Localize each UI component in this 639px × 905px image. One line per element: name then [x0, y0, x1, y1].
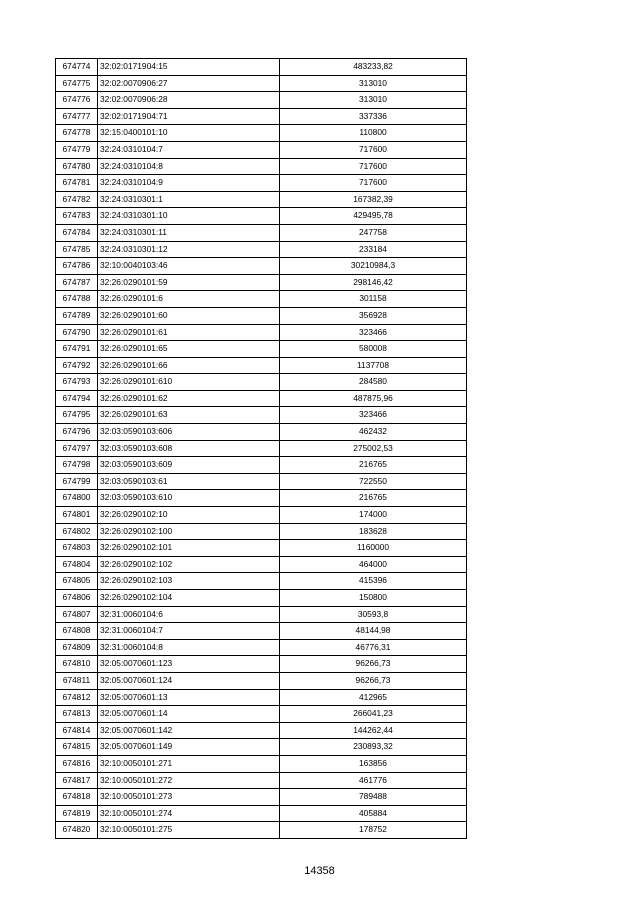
table-row: [56, 75, 467, 92]
row-number-cell: 674816: [56, 755, 98, 772]
value-cell: 313010: [280, 75, 467, 92]
table-row: [56, 424, 467, 441]
cadastral-number-cell: 32:15:0400101:10: [98, 125, 280, 142]
row-number-cell: 674802: [56, 523, 98, 540]
cadastral-number-cell: 32:26:0290101:6: [98, 291, 280, 308]
cadastral-number-cell: 32:03:0590103:610: [98, 490, 280, 507]
row-number-cell: 674784: [56, 224, 98, 241]
row-number-cell: 674799: [56, 473, 98, 490]
row-number-cell: 674804: [56, 556, 98, 573]
cadastral-number-cell: 32:24:0310301:12: [98, 241, 280, 258]
value-cell: 356928: [280, 307, 467, 324]
value-cell: 96266,73: [280, 656, 467, 673]
table-row: [56, 374, 467, 391]
cadastral-number-cell: 32:03:0590103:61: [98, 473, 280, 490]
table-row: [56, 639, 467, 656]
cadastral-number-cell: 32:31:0060104:7: [98, 623, 280, 640]
table-row: [56, 224, 467, 241]
row-number-cell: 674788: [56, 291, 98, 308]
value-cell: 247758: [280, 224, 467, 241]
value-cell: 483233,82: [280, 59, 467, 76]
row-number-cell: 674817: [56, 772, 98, 789]
row-number-cell: 674780: [56, 158, 98, 175]
cadastral-number-cell: 32:24:0310104:9: [98, 175, 280, 192]
value-cell: 298146,42: [280, 274, 467, 291]
row-number-cell: 674787: [56, 274, 98, 291]
value-cell: 415396: [280, 573, 467, 590]
row-number-cell: 674807: [56, 606, 98, 623]
cadastral-number-cell: 32:26:0290102:104: [98, 590, 280, 607]
table-row: [56, 357, 467, 374]
row-number-cell: 674790: [56, 324, 98, 341]
row-number-cell: 674811: [56, 672, 98, 689]
value-cell: 405884: [280, 805, 467, 822]
cadastral-number-cell: 32:02:0070906:27: [98, 75, 280, 92]
table-row: [56, 822, 467, 839]
value-cell: 110800: [280, 125, 467, 142]
table-row: [56, 158, 467, 175]
row-number-cell: 674812: [56, 689, 98, 706]
value-cell: 48144,98: [280, 623, 467, 640]
value-cell: 275002,53: [280, 440, 467, 457]
cadastral-number-cell: 32:24:0310104:8: [98, 158, 280, 175]
table-row: [56, 457, 467, 474]
row-number-cell: 674779: [56, 141, 98, 158]
cadastral-number-cell: 32:02:0171904:71: [98, 108, 280, 125]
table-row: [56, 507, 467, 524]
row-number-cell: 674813: [56, 706, 98, 723]
row-number-cell: 674782: [56, 191, 98, 208]
table-row: [56, 208, 467, 225]
row-number-cell: 674774: [56, 59, 98, 76]
row-number-cell: 674809: [56, 639, 98, 656]
value-cell: 163856: [280, 755, 467, 772]
value-cell: 284580: [280, 374, 467, 391]
cadastral-number-cell: 32:05:0070601:13: [98, 689, 280, 706]
value-cell: 216765: [280, 457, 467, 474]
value-cell: 167382,39: [280, 191, 467, 208]
table-row: [56, 490, 467, 507]
value-cell: 789488: [280, 789, 467, 806]
value-cell: 46776,31: [280, 639, 467, 656]
cadastral-number-cell: 32:10:0050101:273: [98, 789, 280, 806]
value-cell: 323466: [280, 407, 467, 424]
cadastral-number-cell: 32:26:0290101:60: [98, 307, 280, 324]
cadastral-number-cell: 32:03:0590103:609: [98, 457, 280, 474]
table-row: [56, 324, 467, 341]
cadastral-number-cell: 32:24:0310301:10: [98, 208, 280, 225]
table-row: [56, 258, 467, 275]
row-number-cell: 674797: [56, 440, 98, 457]
row-number-cell: 674778: [56, 125, 98, 142]
row-number-cell: 674789: [56, 307, 98, 324]
value-cell: 1160000: [280, 540, 467, 557]
row-number-cell: 674798: [56, 457, 98, 474]
table-row: [56, 307, 467, 324]
row-number-cell: 674815: [56, 739, 98, 756]
cadastral-number-cell: 32:10:0050101:275: [98, 822, 280, 839]
table-row: [56, 59, 467, 76]
value-cell: 233184: [280, 241, 467, 258]
table-row: [56, 241, 467, 258]
value-cell: 717600: [280, 175, 467, 192]
table-row: [56, 590, 467, 607]
row-number-cell: 674776: [56, 92, 98, 109]
value-cell: 150800: [280, 590, 467, 607]
table-row: [56, 672, 467, 689]
value-cell: 412965: [280, 689, 467, 706]
value-cell: 30593,8: [280, 606, 467, 623]
value-cell: 487875,96: [280, 390, 467, 407]
cadastral-number-cell: 32:26:0290101:65: [98, 341, 280, 358]
cadastral-number-cell: 32:05:0070601:14: [98, 706, 280, 723]
cadastral-number-cell: 32:26:0290101:66: [98, 357, 280, 374]
value-cell: 178752: [280, 822, 467, 839]
row-number-cell: 674818: [56, 789, 98, 806]
value-cell: 461776: [280, 772, 467, 789]
value-cell: 230893,32: [280, 739, 467, 756]
row-number-cell: 674795: [56, 407, 98, 424]
row-number-cell: 674781: [56, 175, 98, 192]
cadastral-number-cell: 32:03:0590103:606: [98, 424, 280, 441]
page-number: 14358: [304, 865, 335, 877]
row-number-cell: 674803: [56, 540, 98, 557]
value-cell: 183628: [280, 523, 467, 540]
row-number-cell: 674792: [56, 357, 98, 374]
cadastral-number-cell: 32:31:0060104:6: [98, 606, 280, 623]
row-number-cell: 674794: [56, 390, 98, 407]
cadastral-number-cell: 32:05:0070601:142: [98, 722, 280, 739]
cadastral-number-cell: 32:10:0050101:274: [98, 805, 280, 822]
table-row: [56, 656, 467, 673]
row-number-cell: 674814: [56, 722, 98, 739]
table-row: [56, 274, 467, 291]
row-number-cell: 674805: [56, 573, 98, 590]
value-cell: 216765: [280, 490, 467, 507]
table-row: [56, 573, 467, 590]
table-row: [56, 689, 467, 706]
row-number-cell: 674820: [56, 822, 98, 839]
cadastral-number-cell: 32:02:0070906:28: [98, 92, 280, 109]
cadastral-number-cell: 32:24:0310104:7: [98, 141, 280, 158]
cadastral-number-cell: 32:26:0290101:61: [98, 324, 280, 341]
cadastral-number-cell: 32:05:0070601:149: [98, 739, 280, 756]
table-row: [56, 540, 467, 557]
table-row: [56, 722, 467, 739]
table-row: [56, 341, 467, 358]
table-row: [56, 175, 467, 192]
cadastral-number-cell: 32:10:0040103:46: [98, 258, 280, 275]
row-number-cell: 674810: [56, 656, 98, 673]
value-cell: 1137708: [280, 357, 467, 374]
cadastral-number-cell: 32:05:0070601:123: [98, 656, 280, 673]
cadastral-number-cell: 32:10:0050101:271: [98, 755, 280, 772]
cadastral-number-cell: 32:31:0060104:8: [98, 639, 280, 656]
value-cell: 301158: [280, 291, 467, 308]
table-row: [56, 407, 467, 424]
row-number-cell: 674800: [56, 490, 98, 507]
row-number-cell: 674793: [56, 374, 98, 391]
row-number-cell: 674801: [56, 507, 98, 524]
cadastral-number-cell: 32:24:0310301:11: [98, 224, 280, 241]
row-number-cell: 674783: [56, 208, 98, 225]
table-row: [56, 772, 467, 789]
table-row: [56, 755, 467, 772]
table-row: [56, 141, 467, 158]
table-row: [56, 125, 467, 142]
table-row: [56, 473, 467, 490]
cadastral-number-cell: 32:02:0171904:15: [98, 59, 280, 76]
cadastral-number-cell: 32:26:0290101:59: [98, 274, 280, 291]
cadastral-number-cell: 32:26:0290102:101: [98, 540, 280, 557]
value-cell: 429495,78: [280, 208, 467, 225]
table-row: [56, 623, 467, 640]
table-row: [56, 805, 467, 822]
row-number-cell: 674775: [56, 75, 98, 92]
row-number-cell: 674806: [56, 590, 98, 607]
cadastral-number-cell: 32:26:0290102:10: [98, 507, 280, 524]
value-cell: 717600: [280, 141, 467, 158]
cadastral-number-cell: 32:26:0290101:610: [98, 374, 280, 391]
table-row: [56, 606, 467, 623]
table-row: [56, 789, 467, 806]
value-cell: 462432: [280, 424, 467, 441]
table-row: [56, 556, 467, 573]
value-cell: 722550: [280, 473, 467, 490]
value-cell: 313010: [280, 92, 467, 109]
value-cell: 96266,73: [280, 672, 467, 689]
row-number-cell: 674808: [56, 623, 98, 640]
value-cell: 323466: [280, 324, 467, 341]
value-cell: 717600: [280, 158, 467, 175]
row-number-cell: 674785: [56, 241, 98, 258]
cadastral-number-cell: 32:26:0290102:102: [98, 556, 280, 573]
row-number-cell: 674777: [56, 108, 98, 125]
value-cell: 580008: [280, 341, 467, 358]
cadastral-number-cell: 32:03:0590103:608: [98, 440, 280, 457]
row-number-cell: 674791: [56, 341, 98, 358]
table-row: [56, 390, 467, 407]
value-cell: 144262,44: [280, 722, 467, 739]
registry-table: [55, 58, 467, 839]
cadastral-number-cell: 32:26:0290102:103: [98, 573, 280, 590]
cadastral-number-cell: 32:26:0290101:62: [98, 390, 280, 407]
cadastral-number-cell: 32:26:0290102:100: [98, 523, 280, 540]
row-number-cell: 674796: [56, 424, 98, 441]
cadastral-number-cell: 32:05:0070601:124: [98, 672, 280, 689]
table-row: [56, 706, 467, 723]
table-row: [56, 291, 467, 308]
value-cell: 30210984,3: [280, 258, 467, 275]
table-row: [56, 523, 467, 540]
row-number-cell: 674786: [56, 258, 98, 275]
table-row: [56, 739, 467, 756]
registry-table-body: [56, 59, 467, 839]
value-cell: 174000: [280, 507, 467, 524]
cadastral-number-cell: 32:24:0310301:1: [98, 191, 280, 208]
value-cell: 266041,23: [280, 706, 467, 723]
value-cell: 337336: [280, 108, 467, 125]
row-number-cell: 674819: [56, 805, 98, 822]
table-row: [56, 191, 467, 208]
cadastral-number-cell: 32:26:0290101:63: [98, 407, 280, 424]
cadastral-number-cell: 32:10:0050101:272: [98, 772, 280, 789]
value-cell: 464000: [280, 556, 467, 573]
table-row: [56, 108, 467, 125]
table-row: [56, 92, 467, 109]
table-row: [56, 440, 467, 457]
